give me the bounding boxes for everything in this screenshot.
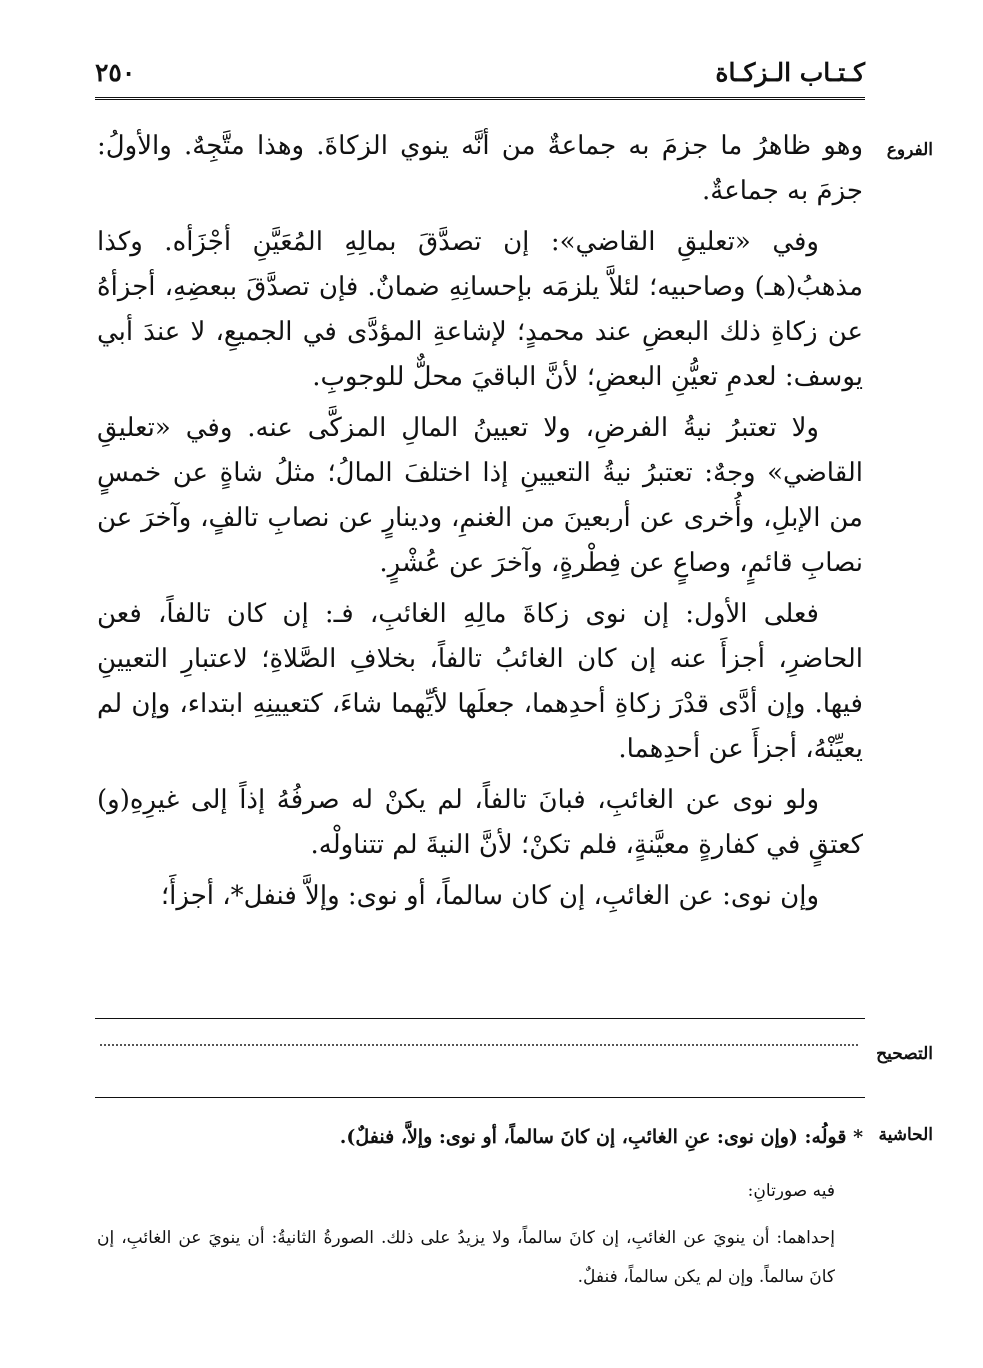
paragraph-1: وهو ظاهرُ ما جزمَ به جماعةٌ من أنَّه ينوي الزكاةَ. وهذا متَّجِهٌ. والأولُ: جزمَ به جماعةٌ. xyxy=(97,131,863,206)
header-rule xyxy=(95,97,865,100)
footnote-intro: فيه صورتانِ: xyxy=(747,1181,835,1201)
paragraph-3: ولا تعتبرُ نيةُ الفرضِ، ولا تعيينُ المالِ المزكَّى عنه. وفي «تعليقِ القاضي» وجهٌ: تعتبرُ نيةُ التعيينِ إذا اختلفَ المالُ؛ مثلُ شاةٍ عن خمسٍ من الإبلِ، وأُخرى عن أربعينَ من الغنمِ، ودينارٍ عن نصابِ تالفٍ، وآخرَ عن نصابِ قائمٍ، وصاعٍ عن فِطْرةٍ، وآخرَ عن عُشْرٍ. xyxy=(97,413,863,578)
paragraph-6: وإن نوى: عن الغائبِ، إن كان سالماً، أو نوى: وإلاَّ فنفل*، أجزأَ؛ xyxy=(160,881,819,911)
paragraph-2: وفي «تعليقِ القاضي»: إن تصدَّقَ بمالِهِ المُعَيَّنِ أجْزَأه. وكذا مذهبُ(هـ) وصاحبيه؛ لئلاَّ يلزمَه بإحسانِهِ ضمانٌ. فإن تصدَّقَ ببعضِهِ، أجزأهُ عن زكاةِ ذلك البعضِ عند محمدٍ؛ لإشاعةِ المؤدَّى في الجميعِ، لا عندَ أبي يوسف: لعدمِ تعيُّنِ البعضِ؛ لأنَّ الباقيَ محلٌّ للوجوبِ. xyxy=(97,227,863,392)
page-number: ٢٥٠ xyxy=(95,58,136,87)
margin-label-furu: الفروع xyxy=(886,140,933,160)
margin-label-hashiya: الحاشية xyxy=(878,1125,933,1145)
footnote-rule xyxy=(95,1097,865,1098)
footnote-marker: * xyxy=(853,1126,863,1148)
margin-label-tashih: التصحيح xyxy=(876,1044,933,1064)
footnote-heading-text: قولُه: (وإن نوى: عنِ الغائبِ، إن كانَ سالماً، أو نوى: وإلاَّ، فنفلٌ). xyxy=(339,1126,847,1148)
main-text xyxy=(97,124,863,925)
main-text-rule xyxy=(95,1018,865,1019)
footnote-body: إحداهما: أن ينويَ عن الغائبِ، إن كانَ سالماً، ولا يزيدُ على ذلك. الصورةُ الثانيةُ: أن ينويَ عن الغائبِ، إن كانَ سالماً. وإن لم يكن سالماً، فنفلٌ. xyxy=(97,1228,835,1287)
paragraph-4: فعلى الأول: إن نوى زكاةَ مالِهِ الغائبِ، فـ: إن كان تالفاً، فعن الحاضرِ، أجزأَ عنه إن كان الغائبُ تالفاً، بخلافِ الصَّلاةِ؛ لاعتبارِ التعيينِ فيها. وإن أدَّى قدْرَ زكاةِ أحدِهما، جعلَها لأيِّهما شاءَ، كتعيينِهِ ابتداء، وإن لم يعيِّنْهُ، أجزأَ عن أحدِهما. xyxy=(97,599,863,764)
paragraph-5: ولو نوى عن الغائبِ، فبانَ تالفاً، لم يكنْ له صرفُهُ إذاً إلى غيرِهِ(و) كعتقٍ في كفارةٍ معيَّنةٍ، فلم تكنْ؛ لأنَّ النيةَ لم تتناولْه. xyxy=(97,785,863,860)
correction-dotted-line xyxy=(100,1044,858,1046)
page-header xyxy=(95,52,865,100)
running-title: كـتـاب الـزكـاة xyxy=(715,58,865,87)
footnote-heading xyxy=(97,1121,863,1153)
